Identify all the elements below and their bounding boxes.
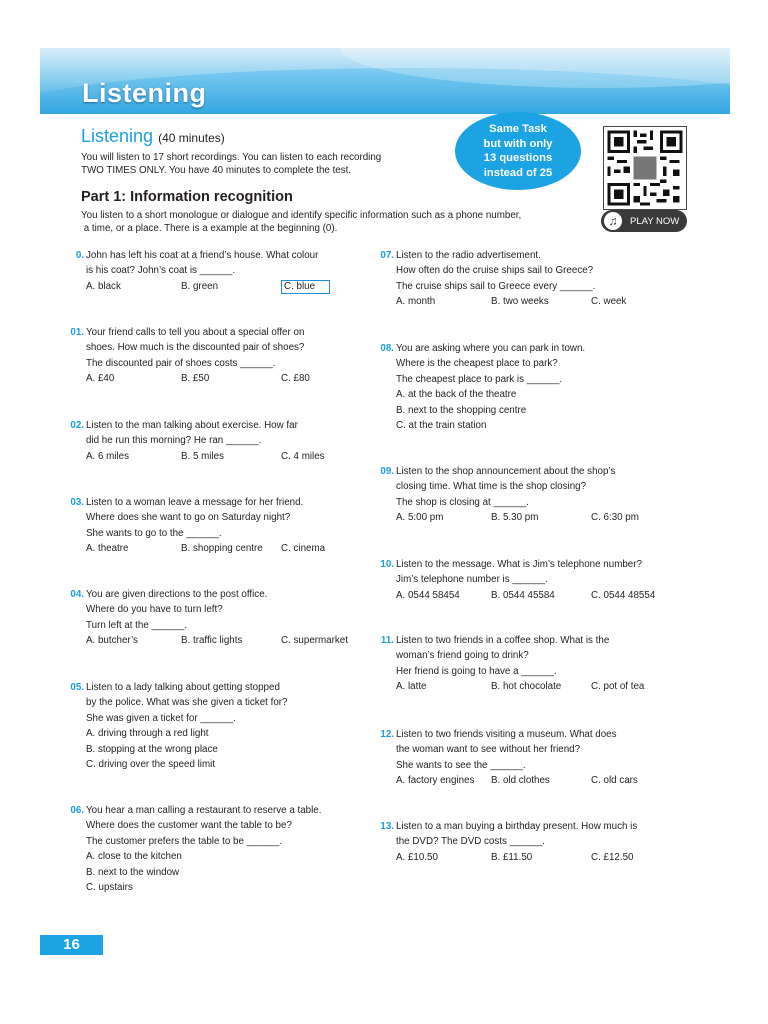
question-line: Where is the cheapest place to park?	[396, 358, 558, 370]
question-line: B. stopping at the wrong place	[86, 743, 218, 755]
intro-line: TWO TIMES ONLY. You have 40 minutes to complete the test.	[81, 165, 352, 176]
question-line: shoes. How much is the discounted pair of shoes?	[86, 342, 305, 354]
answer-option[interactable]: B. 5.30 pm	[491, 512, 539, 524]
answer-option[interactable]: C. 0544 48554	[591, 589, 656, 601]
question-line: B. next to the shopping centre	[396, 404, 527, 416]
answer-option[interactable]: B. old clothes	[491, 775, 550, 787]
question-body	[396, 248, 666, 310]
question-number: 0.	[75, 250, 84, 261]
answer-option[interactable]: B. £50	[181, 373, 210, 385]
banner-title: Listening	[82, 78, 207, 108]
answer-option[interactable]: B. two weeks	[491, 296, 549, 308]
answer-options	[396, 510, 666, 525]
question-line: A. at the back of the theatre	[396, 389, 517, 401]
question-number: 03.	[70, 497, 84, 508]
question-line: You are given directions to the post office.	[86, 589, 268, 600]
answer-option[interactable]: A. butcher’s	[86, 635, 138, 647]
answer-option[interactable]: C. £12.50	[591, 851, 634, 863]
question-line: A. close to the kitchen	[86, 851, 182, 863]
answer-option[interactable]: B. 0544 45584	[491, 589, 555, 601]
question-body	[396, 633, 666, 695]
page-number: 16	[40, 935, 103, 955]
question-line: Her friend is going to have a ______.	[396, 665, 557, 677]
answer-option[interactable]: C. cinema	[281, 543, 326, 555]
answer-option[interactable]: B. green	[181, 280, 219, 292]
answer-option[interactable]: B. shopping centre	[181, 543, 263, 555]
question-body	[86, 325, 356, 387]
answer-option-selected[interactable]: C. blue	[281, 280, 330, 294]
badge-line: but with only	[483, 137, 553, 150]
question-line: by the police. What was she given a ticket for?	[86, 697, 288, 709]
question-line: Listen to the man talking about exercise. How far	[86, 420, 298, 431]
question-line: closing time. What time is the shop closing?	[396, 481, 587, 493]
answer-options	[86, 279, 356, 294]
answer-option[interactable]: C. £80	[281, 373, 310, 385]
answer-option[interactable]: A. latte	[396, 681, 427, 693]
question-line: The shop is closing at ______.	[396, 496, 529, 508]
answer-option[interactable]: B. traffic lights	[181, 635, 243, 647]
question-number: 02.	[70, 420, 84, 431]
question-body	[396, 341, 666, 433]
question-line: John has left his coat at a friend’s house. What colour	[86, 250, 319, 261]
question-number: 08.	[380, 343, 394, 354]
answer-option[interactable]: C. 6:30 pm	[591, 512, 639, 524]
question-line: The cheapest place to park is ______.	[396, 373, 563, 385]
question-line: C. at the train station	[396, 420, 487, 432]
question-line: You are asking where you can park in town.	[396, 343, 586, 354]
question-line: woman’s friend going to drink?	[396, 650, 529, 662]
question-number: 06.	[70, 805, 84, 816]
same-task-badge	[455, 112, 581, 190]
question-body	[86, 418, 356, 464]
question-body	[86, 803, 356, 895]
answer-options	[86, 371, 356, 386]
qr-code[interactable]	[603, 126, 687, 210]
play-now-button[interactable]	[601, 210, 687, 232]
question-line: C. driving over the speed limit	[86, 759, 216, 771]
answer-options	[86, 633, 356, 648]
answer-option[interactable]: C. pot of tea	[591, 681, 645, 693]
play-now-label: PLAY NOW	[630, 215, 680, 227]
question-body	[86, 248, 356, 294]
question-line: Listen to the message. What is Jim’s telephone number?	[396, 559, 642, 570]
answer-option[interactable]: A. 0544 58454	[396, 589, 460, 601]
question-number: 01.	[70, 327, 84, 338]
question-number: 05.	[70, 682, 84, 693]
question-number: 07.	[380, 250, 394, 261]
section-intro	[81, 151, 441, 177]
question-line: Listen to the radio advertisement.	[396, 250, 541, 261]
question-line: The customer prefers the table to be ______.	[86, 835, 283, 847]
question-line: She wants to see the ______.	[396, 759, 526, 771]
answer-option[interactable]: A. black	[86, 280, 121, 292]
question-body	[396, 727, 666, 789]
answer-option[interactable]: C. old cars	[591, 775, 638, 787]
answer-option[interactable]: A. theatre	[86, 543, 129, 555]
answer-option[interactable]: A. £40	[86, 373, 115, 385]
question-body	[86, 587, 356, 649]
answer-options	[396, 773, 666, 788]
answer-option[interactable]: A. month	[396, 296, 436, 308]
music-note-icon: ♫	[604, 212, 622, 230]
answer-option[interactable]: B. £11.50	[491, 851, 533, 863]
question-body	[86, 495, 356, 557]
description-line: a time, or a place. There is a example at the beginning (0).	[81, 223, 338, 234]
question-line: the woman want to see without her friend?	[396, 744, 581, 756]
question-line: Listen to the shop announcement about the shop’s	[396, 466, 616, 477]
question-line: Your friend calls to tell you about a special offer on	[86, 327, 305, 338]
question-line: The discounted pair of shoes costs ______.	[86, 357, 276, 369]
question-body	[396, 557, 666, 603]
question-line: Where does she want to go on Saturday night?	[86, 512, 291, 524]
question-line: The cruise ships sail to Greece every ______.	[396, 280, 596, 292]
badge-line: Same Task	[489, 123, 547, 135]
intro-line: You will listen to 17 short recordings. You can listen to each recording	[81, 152, 382, 163]
question-line: is his coat? John’s coat is ______.	[86, 265, 236, 277]
question-line: Turn left at the ______.	[86, 619, 187, 631]
question-line: Listen to a woman leave a message for her friend.	[86, 497, 304, 508]
answer-options	[396, 850, 666, 865]
part-title: Part 1: Information recognition	[81, 189, 293, 205]
answer-option[interactable]: C. week	[591, 296, 627, 308]
answer-options	[86, 541, 356, 556]
answer-option[interactable]: A. 5:00 pm	[396, 512, 444, 524]
description-line: You listen to a short monologue or dialogue and identify specific information such as a phone number,	[81, 210, 522, 221]
badge-line: instead of 25	[483, 166, 553, 179]
question-line: Listen to a lady talking about getting stopped	[86, 682, 280, 693]
question-line: How often do the cruise ships sail to Greece?	[396, 265, 594, 277]
answer-options	[86, 449, 356, 464]
question-line: She wants to go to the ______.	[86, 527, 222, 539]
answer-option[interactable]: C. 4 miles	[281, 450, 325, 462]
question-line: You hear a man calling a restaurant to reserve a table.	[86, 805, 322, 816]
question-line: She was given a ticket for ______.	[86, 712, 236, 724]
question-line: Where does the customer want the table to be?	[86, 820, 292, 832]
answer-option[interactable]: A. 6 miles	[86, 450, 130, 462]
question-body	[396, 464, 666, 526]
question-line: Listen to two friends in a coffee shop. What is the	[396, 635, 610, 646]
question-number: 09.	[380, 466, 394, 477]
answer-option[interactable]: B. hot chocolate	[491, 681, 562, 693]
question-body	[396, 819, 666, 865]
answer-option[interactable]: C. supermarket	[281, 635, 348, 647]
question-line: Jim’s telephone number is ______.	[396, 574, 548, 586]
question-body	[86, 680, 356, 772]
question-number: 10.	[380, 559, 394, 570]
question-line: B. next to the window	[86, 866, 180, 878]
question-number: 11.	[380, 635, 394, 646]
question-line: Listen to a man buying a birthday present. How much is	[396, 821, 638, 832]
answer-option[interactable]: B. 5 miles	[181, 450, 225, 462]
section-duration: (40 minutes)	[158, 131, 225, 145]
section-title-text: Listening	[81, 126, 154, 146]
answer-options	[396, 679, 666, 694]
question-line: A. driving through a red light	[86, 728, 209, 740]
question-number: 12.	[380, 729, 394, 740]
answer-options	[396, 294, 666, 309]
question-number: 04.	[70, 589, 84, 600]
answer-option[interactable]: A. factory engines	[396, 775, 475, 787]
question-line: Listen to two friends visiting a museum. What does	[396, 729, 617, 740]
question-number: 13.	[380, 821, 394, 832]
answer-option[interactable]: A. £10.50	[396, 851, 438, 863]
part-description	[81, 209, 581, 235]
question-line: C. upstairs	[86, 882, 133, 894]
question-line: the DVD? The DVD costs ______.	[396, 836, 546, 848]
section-title	[81, 126, 225, 147]
question-line: Where do you have to turn left?	[86, 604, 223, 616]
badge-line: 13 questions	[483, 152, 553, 164]
question-line: did he run this morning? He ran ______.	[86, 435, 262, 447]
answer-options	[396, 588, 666, 603]
